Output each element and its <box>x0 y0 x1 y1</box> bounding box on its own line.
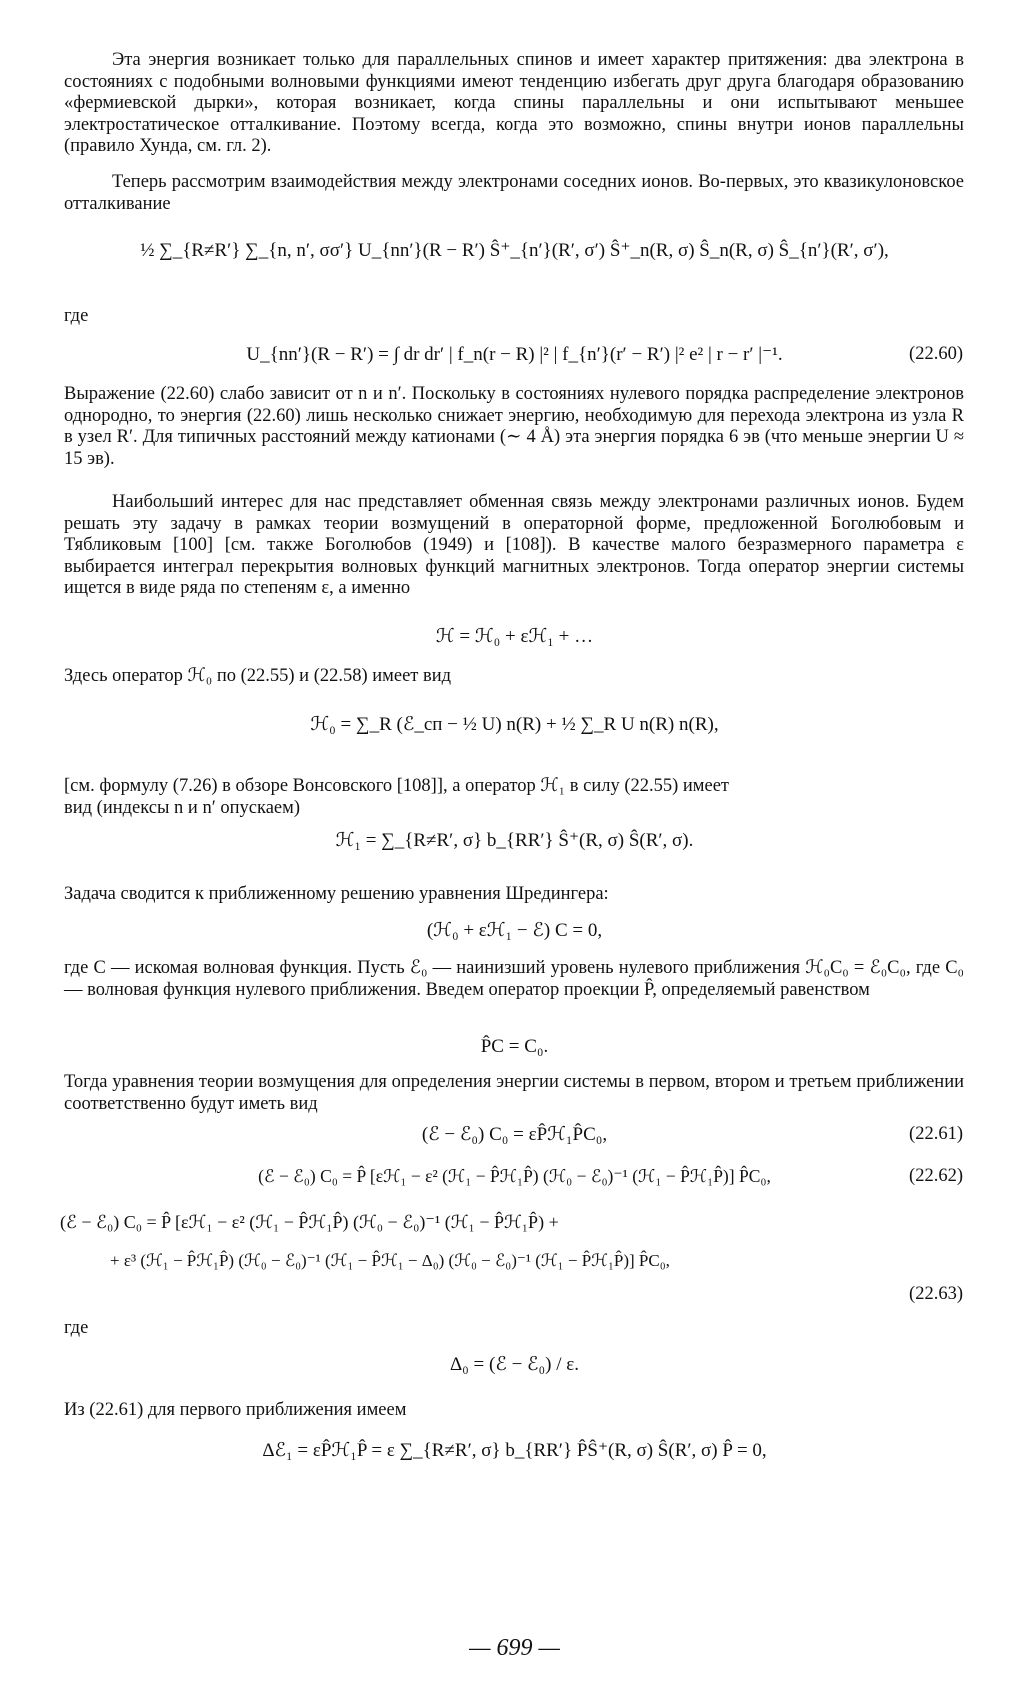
equation-quasi-coulomb: ½ ∑_{R≠R′} ∑_{n, n′, σσ′} U_{nn′}(R − R′) Ŝ⁺_{n′}(R′, σ′) Ŝ⁺_n(R, σ) Ŝ_n(R, σ) Ŝ_{n′}(R′, σ′), <box>140 240 889 261</box>
equation-energy-series: ℋ = ℋ₀ + εℋ₁ + … <box>435 626 594 647</box>
paragraph-first-approximation: Из (22.61) для первого приближения имеем <box>64 1400 407 1420</box>
equation-22-62 <box>0 1166 1029 1188</box>
equation-first-order-energy: Δℰ₁ = εP̂ℋ₁P̂ = ε ∑_{R≠R′, σ} b_{RR′} P̂Ŝ⁺(R, σ) Ŝ(R′, σ) P̂ = 0, <box>262 1440 767 1461</box>
paragraph-perturbation-equations: Тогда уравнения теории возмущения для определения энергии системы в первом, втором и третьем приближении соответственно будут иметь вид <box>64 1072 964 1114</box>
equation-22-61 <box>0 1124 1029 1146</box>
word-where-1: где <box>64 306 89 326</box>
equation-projection: P̂C = C₀. <box>480 1036 549 1057</box>
equation-number-22-60: (22.60) <box>909 344 963 364</box>
paragraph-hund-rule: Эта энергия возникает только для параллельных спинов и имеет характер притяжения: два электрона в состояниях с подобными волновыми функциями имеют тенденцию избегать друг друга благодаря образованию «фермиевской дырки», которая возникает, когда спины параллельны и они испытывают меньшее электростатическое отталкивание. Поэтому всегда, когда это возможно, спины внутри ионов параллельны (правило Хунда, см. гл. 2). <box>64 50 964 156</box>
equation-22-60 <box>0 344 1029 366</box>
paragraph-h1-intro-line1: [см. формулу (7.26) в обзоре Вонсовского [108]], а оператор ℋ₁ в силу (22.55) имеет <box>64 776 730 796</box>
paragraph-schrodinger-intro: Задача сводится к приближенному решению уравнения Шредингера: <box>64 884 609 904</box>
paragraph-projection-operator: где C — искомая волновая функция. Пусть ℰ₀ — наинизший уровень нулевого приближения ℋ₀C₀ = ℰ₀C₀, где C₀ — волновая функция нулевого приближения. Введем оператор проекции P̂, определяемый равенством <box>64 958 964 1000</box>
equation-schrodinger: (ℋ₀ + εℋ₁ − ℰ) C = 0, <box>426 920 603 941</box>
paragraph-h1-intro-line2: вид (индексы n и n′ опускаем) <box>64 798 300 818</box>
equation-number-22-61: (22.61) <box>909 1124 963 1144</box>
equation-22-63-line1: (ℰ − ℰ₀) C₀ = P̂ [εℋ₁ − ε² (ℋ₁ − P̂ℋ₁P̂) (ℋ₀ − ℰ₀)⁻¹ (ℋ₁ − P̂ℋ₁P̂) + <box>60 1212 559 1232</box>
page-number: — 699 — <box>469 1635 560 1661</box>
paragraph-exchange-coupling: Наибольший интерес для нас представляет обменная связь между электронами различных ионов. Будем решать эту задачу в рамках теории возмущений в операторной форме, предложенной Боголюбовым и Тябликовым [100] [см. также Боголюбов (1949) и [108]). В качестве малого безразмерного параметра ε выбирается интеграл перекрытия волновых функций магнитных электронов. Тогда оператор энергии системы ищется в виде ряда по степеням ε, а именно <box>64 492 964 598</box>
equation-delta-zero: Δ₀ = (ℰ − ℰ₀) / ε. <box>449 1354 580 1375</box>
equation-22-63-line2: + ε³ (ℋ₁ − P̂ℋ₁P̂) (ℋ₀ − ℰ₀)⁻¹ (ℋ₁ − P̂ℋ₁ − Δ₀) (ℋ₀ − ℰ₀)⁻¹ (ℋ₁ − P̂ℋ₁P̂)] P̂C₀, <box>110 1251 670 1270</box>
equation-h0: ℋ₀ = ∑_R (ℰ_сп − ½ U) n(R) + ½ ∑_R U n(R) n(R), <box>310 714 719 735</box>
equation-22-62-body: (ℰ − ℰ₀) C₀ = P̂ [εℋ₁ − ε² (ℋ₁ − P̂ℋ₁P̂) (ℋ₀ − ℰ₀)⁻¹ (ℋ₁ − P̂ℋ₁P̂)] P̂C₀, <box>258 1166 771 1186</box>
paragraph-energy-estimate: Выражение (22.60) слабо зависит от n и n′. Поскольку в состояниях нулевого порядка распределение электронов однородно, то энергия (22.60) лишь несколько снижает энергию, необходимую для перехода электрона из узла R в узел R′. Для типичных расстояний между катионами (∼ 4 Å) эта энергия порядка 6 эв (что меньше энергии U ≈ 15 эв). <box>64 384 964 469</box>
paragraph-h0-intro: Здесь оператор ℋ₀ по (22.55) и (22.58) имеет вид <box>64 666 452 686</box>
equation-number-22-62: (22.62) <box>909 1166 963 1186</box>
equation-h1: ℋ₁ = ∑_{R≠R′, σ} b_{RR′} Ŝ⁺(R, σ) Ŝ(R′, σ). <box>335 830 694 851</box>
word-where-2: где <box>64 1318 89 1338</box>
paragraph-neighbor-interaction: Теперь рассмотрим взаимодействия между электронами соседних ионов. Во-первых, это квазикулоновское отталкивание <box>64 172 964 214</box>
equation-22-61-body: (ℰ − ℰ₀) C₀ = εP̂ℋ₁P̂C₀, <box>421 1124 608 1145</box>
equation-number-22-63: (22.63) <box>909 1284 963 1304</box>
equation-22-60-body: U_{nn′}(R − R′) = ∫ dr dr′ | f_n(r − R) |² | f_{n′}(r′ − R′) |² e² | r − r′ |⁻¹. <box>246 344 783 365</box>
